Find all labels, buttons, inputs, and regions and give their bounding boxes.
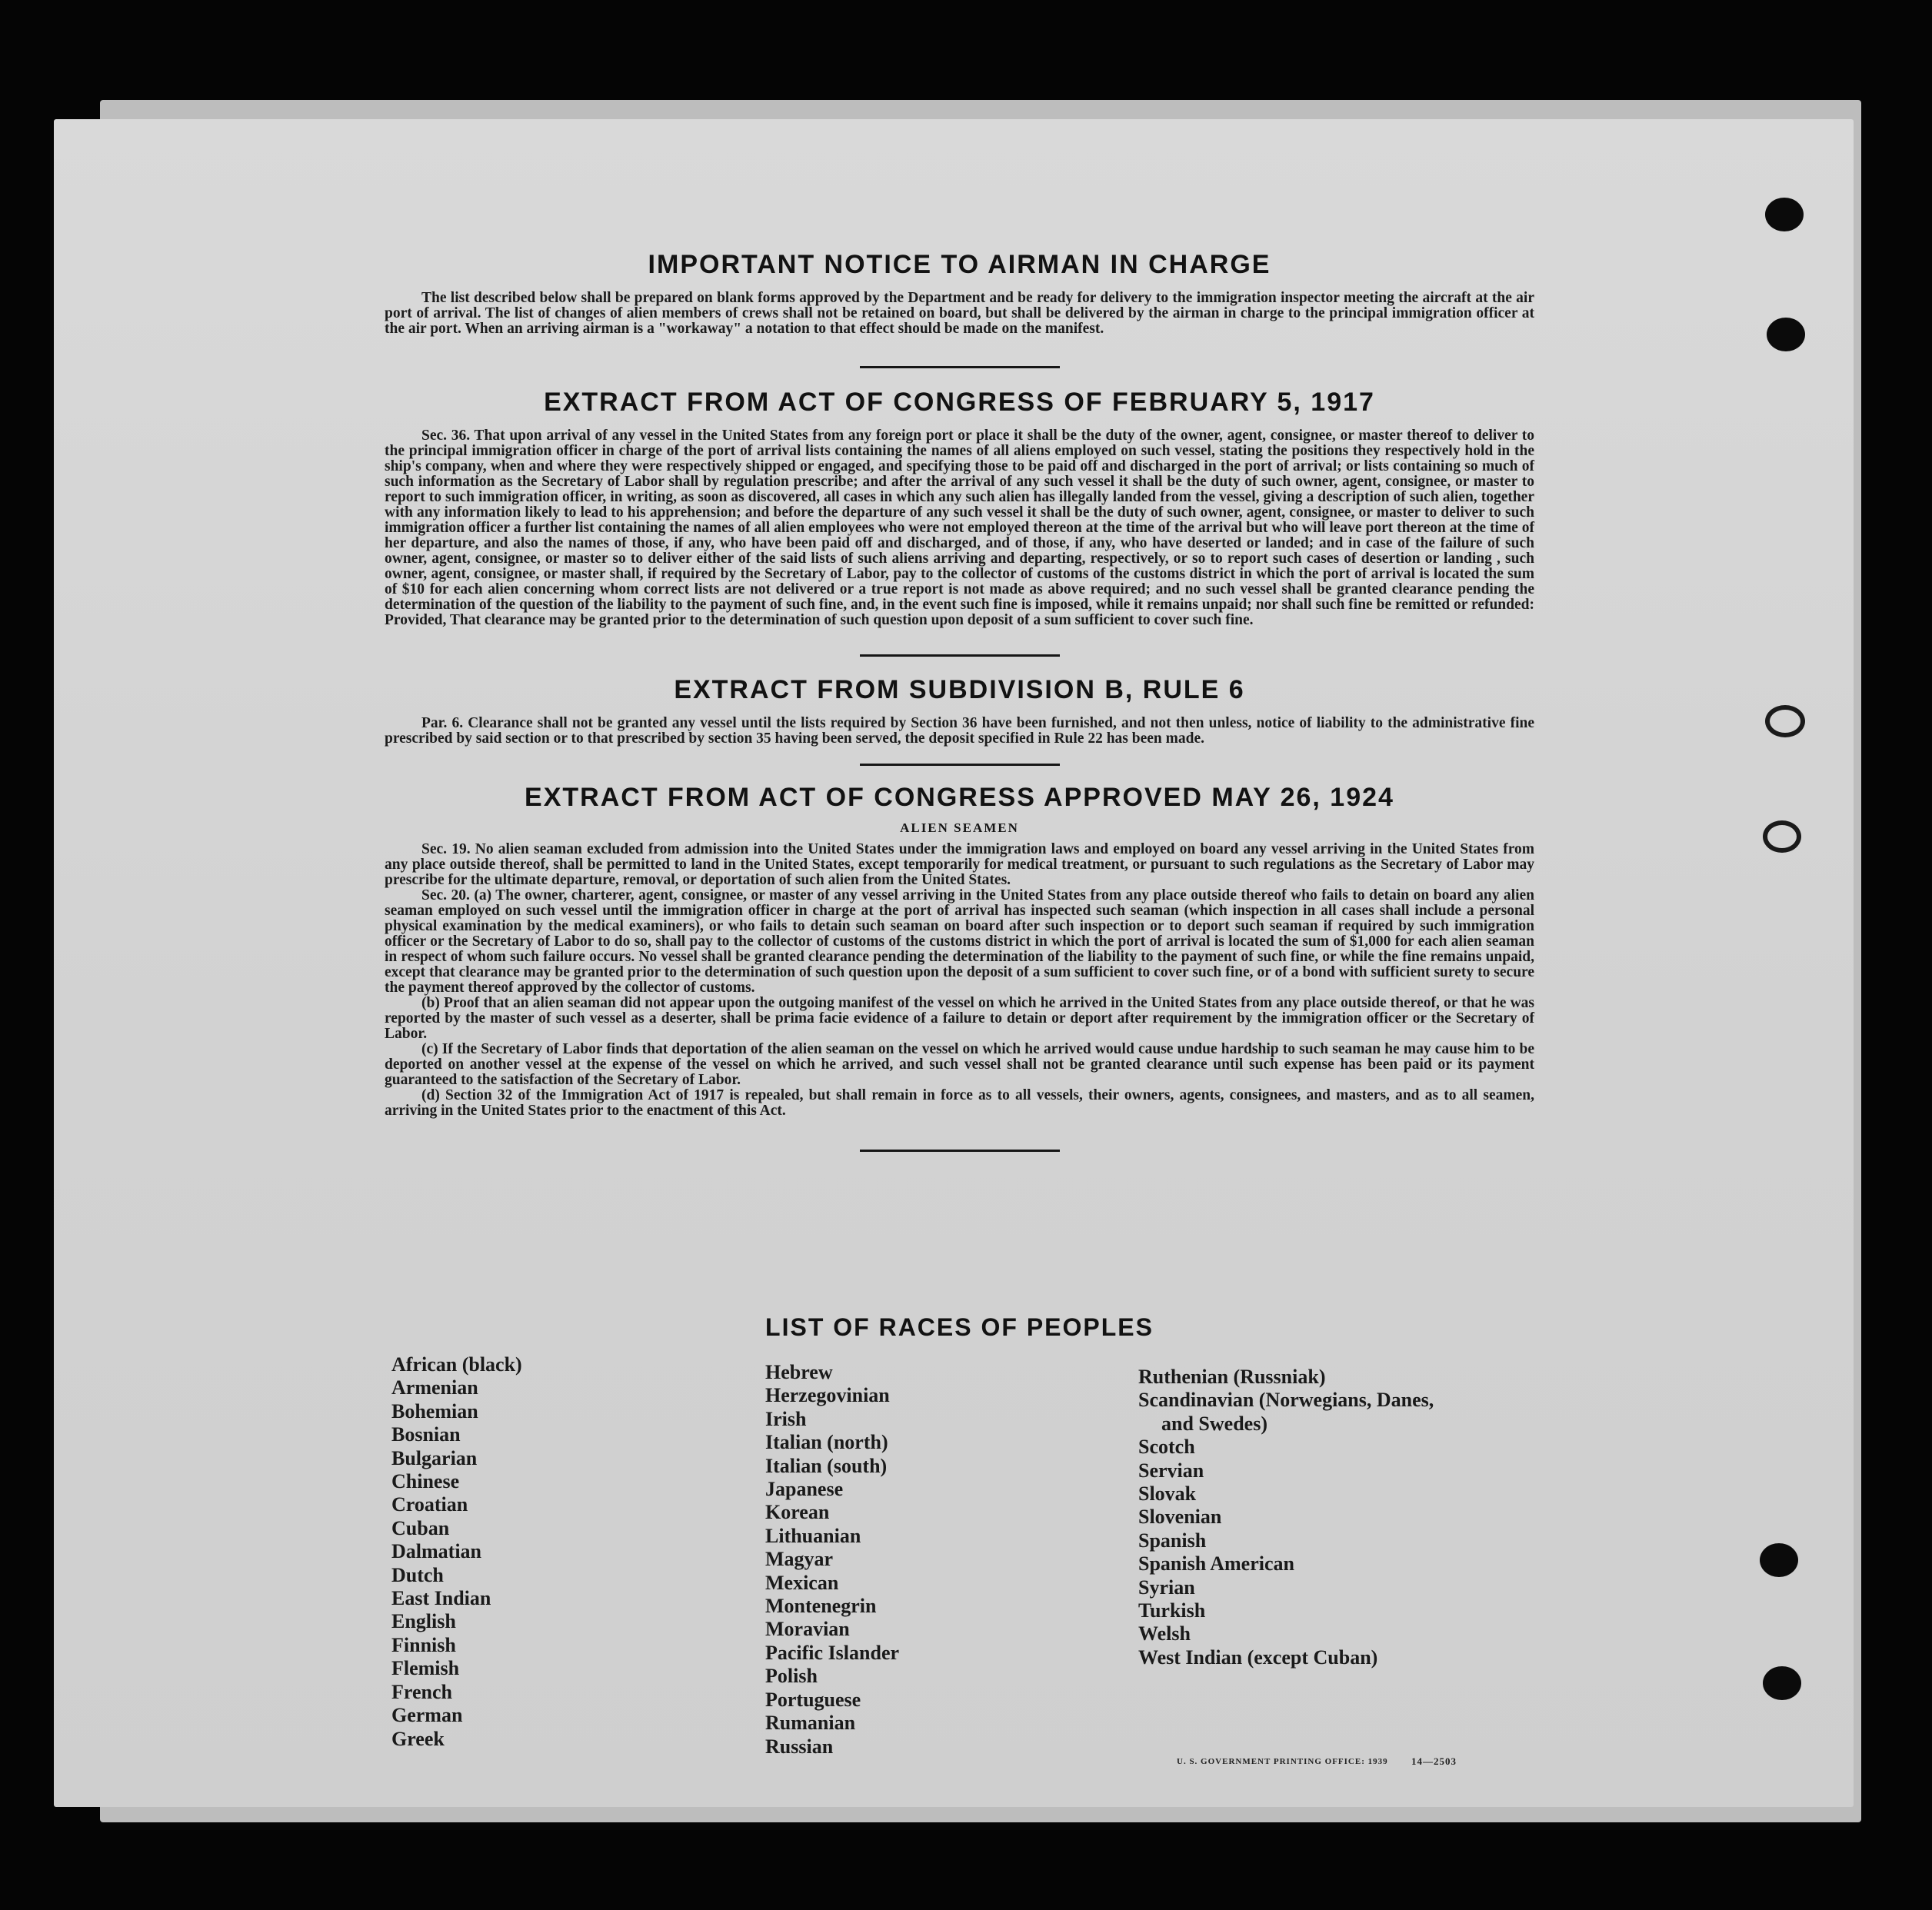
race-item: Bosnian — [391, 1423, 461, 1446]
divider — [860, 1150, 1060, 1152]
race-item: Flemish — [391, 1657, 460, 1680]
act-1924-sec-20d: (d) Section 32 of the Immigration Act of 1917 is repealed, but shall remain in force as to all vessels, their owners, agents, consignees, and masters, and as to all seamen, arriving in the United States prior to the enactment of this Act. — [385, 1087, 1534, 1119]
race-item: Herzegovinian — [765, 1384, 890, 1407]
race-item: Italian (north) — [765, 1431, 888, 1454]
punch-hole — [1763, 820, 1801, 853]
race-item: Croatian — [391, 1493, 468, 1516]
form-number: 14—2503 — [1411, 1755, 1457, 1767]
race-item: Turkish — [1138, 1599, 1206, 1622]
act-1924-sec-20c: (c) If the Secretary of Labor finds that deportation of the alien seaman on the vessel on which he arrived would cause undue hardship to such seaman he may cause him to be deported on another vessel at the expense of the vessel on which he arrived, and such vessel shall not be granted clearance until such expense has been paid or its payment guaranteed to the satisfaction of the Secretary of Labor. — [385, 1041, 1534, 1088]
race-item: Bohemian — [391, 1399, 478, 1423]
race-item: French — [391, 1680, 452, 1703]
race-item: Scandinavian (Norwegians, Danes, — [1138, 1389, 1434, 1412]
punch-hole — [1765, 198, 1804, 231]
race-item: East Indian — [391, 1587, 491, 1610]
race-item: Spanish — [1138, 1529, 1207, 1552]
rule-6-body: Par. 6. Clearance shall not be granted any vessel until the lists required by Section 36 have been furnished, and not then unless, notice of liability to the administrative fine prescribed by said section or to that prescribed by section 35 having been served, the deposit specified in Rule 22 has been made. — [385, 715, 1534, 747]
document-content — [385, 250, 1534, 1152]
race-item: Bulgarian — [391, 1446, 478, 1469]
race-item: and Swedes) — [1161, 1412, 1267, 1435]
divider — [860, 366, 1060, 368]
punch-hole — [1765, 705, 1805, 737]
race-item: Spanish American — [1138, 1552, 1294, 1576]
race-item: Irish — [765, 1407, 807, 1430]
act-1924-title: EXTRACT FROM ACT OF CONGRESS APPROVED MAY 26, 1924 — [525, 783, 1394, 812]
act-1924-subtitle: ALIEN SEAMEN — [900, 820, 1019, 835]
race-item: Dalmatian — [391, 1540, 481, 1563]
punch-hole — [1767, 318, 1805, 351]
race-item: Slovenian — [1138, 1506, 1222, 1529]
act-1924-sec-19: Sec. 19. No alien seaman excluded from admission into the United States under the immigration laws and employed on board any vessel arriving in the United States from any place outside thereof, shall be permitted to land in the United States, except temporarily for medical treatment, or pursuant to such regulations as the Secretary of Labor may prescribe for the ultimate departure, removal, or deportation of such alien from the United States. — [385, 841, 1534, 888]
races-column-3 — [1138, 1366, 1434, 1669]
act-1924-sec-20a: Sec. 20. (a) The owner, charterer, agent, consignee, or master of any vessel arriving in the United States from any place outside thereof who fails to detain on board any alien seaman employed on such vessel until the immigration officer in charge at the port of arrival has inspected such seaman (which inspection in all cases shall include a personal physical examination by the medical examiners), or who fails to detain such seaman on board after such inspection or to deport such seaman if required by such immigration officer or the Secretary of Labor to do so, shall pay to the collector of customs of the customs district in which the port of arrival is located the sum of $1,000 for each alien seaman in respect of whom such failure occurs. No vessel shall be granted clearance pending the determination of the liability to the payment of such fine, or while the fine remains unpaid, except that clearance may be granted prior to the determination of such question upon the deposit of a sum sufficient to cover such fine, or of a bond with sufficient surety to secure the payment thereof approved by the collector of customs. — [385, 887, 1534, 996]
race-item: Korean — [765, 1501, 830, 1524]
notice-body: The list described below shall be prepared on blank forms approved by the Department and be ready for delivery to the immigration inspector meeting the aircraft at the air port of arrival. The list of changes of alien members of crews shall not be retained on board, but shall be delivered by the airman in charge to the principal immigration officer at the air port. When an arriving airman is a "workaway" a notation to that effect should be made on the manifest. — [385, 290, 1534, 337]
rule-6-title: EXTRACT FROM SUBDIVISION B, RULE 6 — [674, 675, 1245, 704]
race-item: German — [391, 1704, 463, 1727]
races-title: LIST OF RACES OF PEOPLES — [765, 1313, 1154, 1341]
race-item: Finnish — [391, 1633, 456, 1656]
race-item: Italian (south) — [765, 1454, 888, 1477]
races-column-1 — [391, 1353, 522, 1751]
race-item: Polish — [765, 1665, 818, 1688]
race-item: Pacific Islander — [765, 1641, 900, 1664]
divider — [860, 764, 1060, 766]
race-item: Moravian — [765, 1618, 850, 1641]
act-1924-sec-20b: (b) Proof that an alien seaman did not appear upon the outgoing manifest of the vessel on which he arrived in the United States from any place outside thereof, or that he was reported by the master of such vessel as a deserter, shall be prima facie evidence of a failure to detain or deport after requirement by the immigration officer or the Secretary of Labor. — [385, 995, 1534, 1042]
race-item: Ruthenian (Russniak) — [1138, 1366, 1326, 1388]
race-item: African (black) — [391, 1353, 522, 1376]
race-item: Dutch — [391, 1563, 444, 1586]
race-item: Russian — [765, 1735, 834, 1758]
race-item: West Indian (except Cuban) — [1138, 1645, 1378, 1669]
race-item: Slovak — [1138, 1482, 1197, 1506]
race-item: Mexican — [765, 1571, 839, 1594]
race-item: Magyar — [765, 1548, 834, 1571]
race-item: Rumanian — [765, 1712, 856, 1735]
race-item: Chinese — [391, 1470, 460, 1493]
race-item: Armenian — [391, 1376, 478, 1399]
race-item: Portuguese — [765, 1688, 861, 1711]
race-item: Welsh — [1138, 1622, 1191, 1645]
act-1917-title: EXTRACT FROM ACT OF CONGRESS OF FEBRUARY 5, 1917 — [544, 388, 1375, 417]
divider — [860, 654, 1060, 657]
race-item: Syrian — [1138, 1576, 1195, 1599]
printer-imprint: U. S. GOVERNMENT PRINTING OFFICE: 1939 — [1177, 1757, 1388, 1766]
race-item: English — [391, 1610, 456, 1633]
race-item: Cuban — [391, 1516, 450, 1539]
races-column-2 — [765, 1361, 899, 1759]
punch-hole — [1760, 1543, 1798, 1577]
races-list — [388, 1353, 1542, 1769]
race-item: Japanese — [765, 1478, 844, 1501]
race-item: Montenegrin — [765, 1595, 877, 1618]
punch-hole — [1763, 1666, 1801, 1700]
notice-title: IMPORTANT NOTICE TO AIRMAN IN CHARGE — [648, 250, 1271, 279]
race-item: Hebrew — [765, 1361, 833, 1383]
race-item: Greek — [391, 1727, 445, 1750]
race-item: Lithuanian — [765, 1524, 861, 1547]
act-1917-body: Sec. 36. That upon arrival of any vessel in the United States from any foreign port or place it shall be the duty of the owner, agent, consignee, or master thereof to deliver to the principal immigration officer in charge of the port of arrival lists containing the names of all aliens employed on such vessel, stating the positions they respectively hold in the ship's company, when and where they were respectively shipped or engaged, and specifying those to be paid off and discharged in the port of arrival; or lists containing so much of such information as the Secretary of Labor shall by regulation prescribe; and after the arrival of any such vessel it shall be the duty of such owner, agent, consignee, or master to report to such immigration officer, in writing, as soon as discovered, all cases in which any such alien has illegally landed from the vessel, giving a description of such alien, together with any information likely to lead to his apprehension; and before the departure of any such vessel it shall be the duty of such owner, agent, consignee, or master to deliver to such immigration officer a further list containing the names of all alien employees who were not employed thereon at the time of the arrival but who will leave port thereon at the time of her departure, and also the names of those, if any, who have been paid off and discharged, and of those, if any, who have deserted or landed; and in case of the failure of such owner, agent, consignee, or master so to deliver either of the said lists of such aliens arriving and departing, respectively, or so to report such cases of desertion or landing , such owner, agent, consignee, or master shall, if required by the Secretary of Labor, pay to the collector of customs of the customs district in which the port of arrival is located the sum of $10 for each alien concerning whom correct lists are not delivered or a true report is not made as above required; and no such vessel shall be granted clearance pending the determination of the question of the liability to the payment of such fine, and, in the event such fine is imposed, while it remains unpaid; nor shall such fine be remitted or refunded: Provided, That clearance may be granted prior to the determination of such question upon deposit of a sum sufficient to cover such fine. — [385, 428, 1534, 628]
race-item: Servian — [1138, 1459, 1204, 1482]
race-item: Scotch — [1138, 1436, 1195, 1459]
